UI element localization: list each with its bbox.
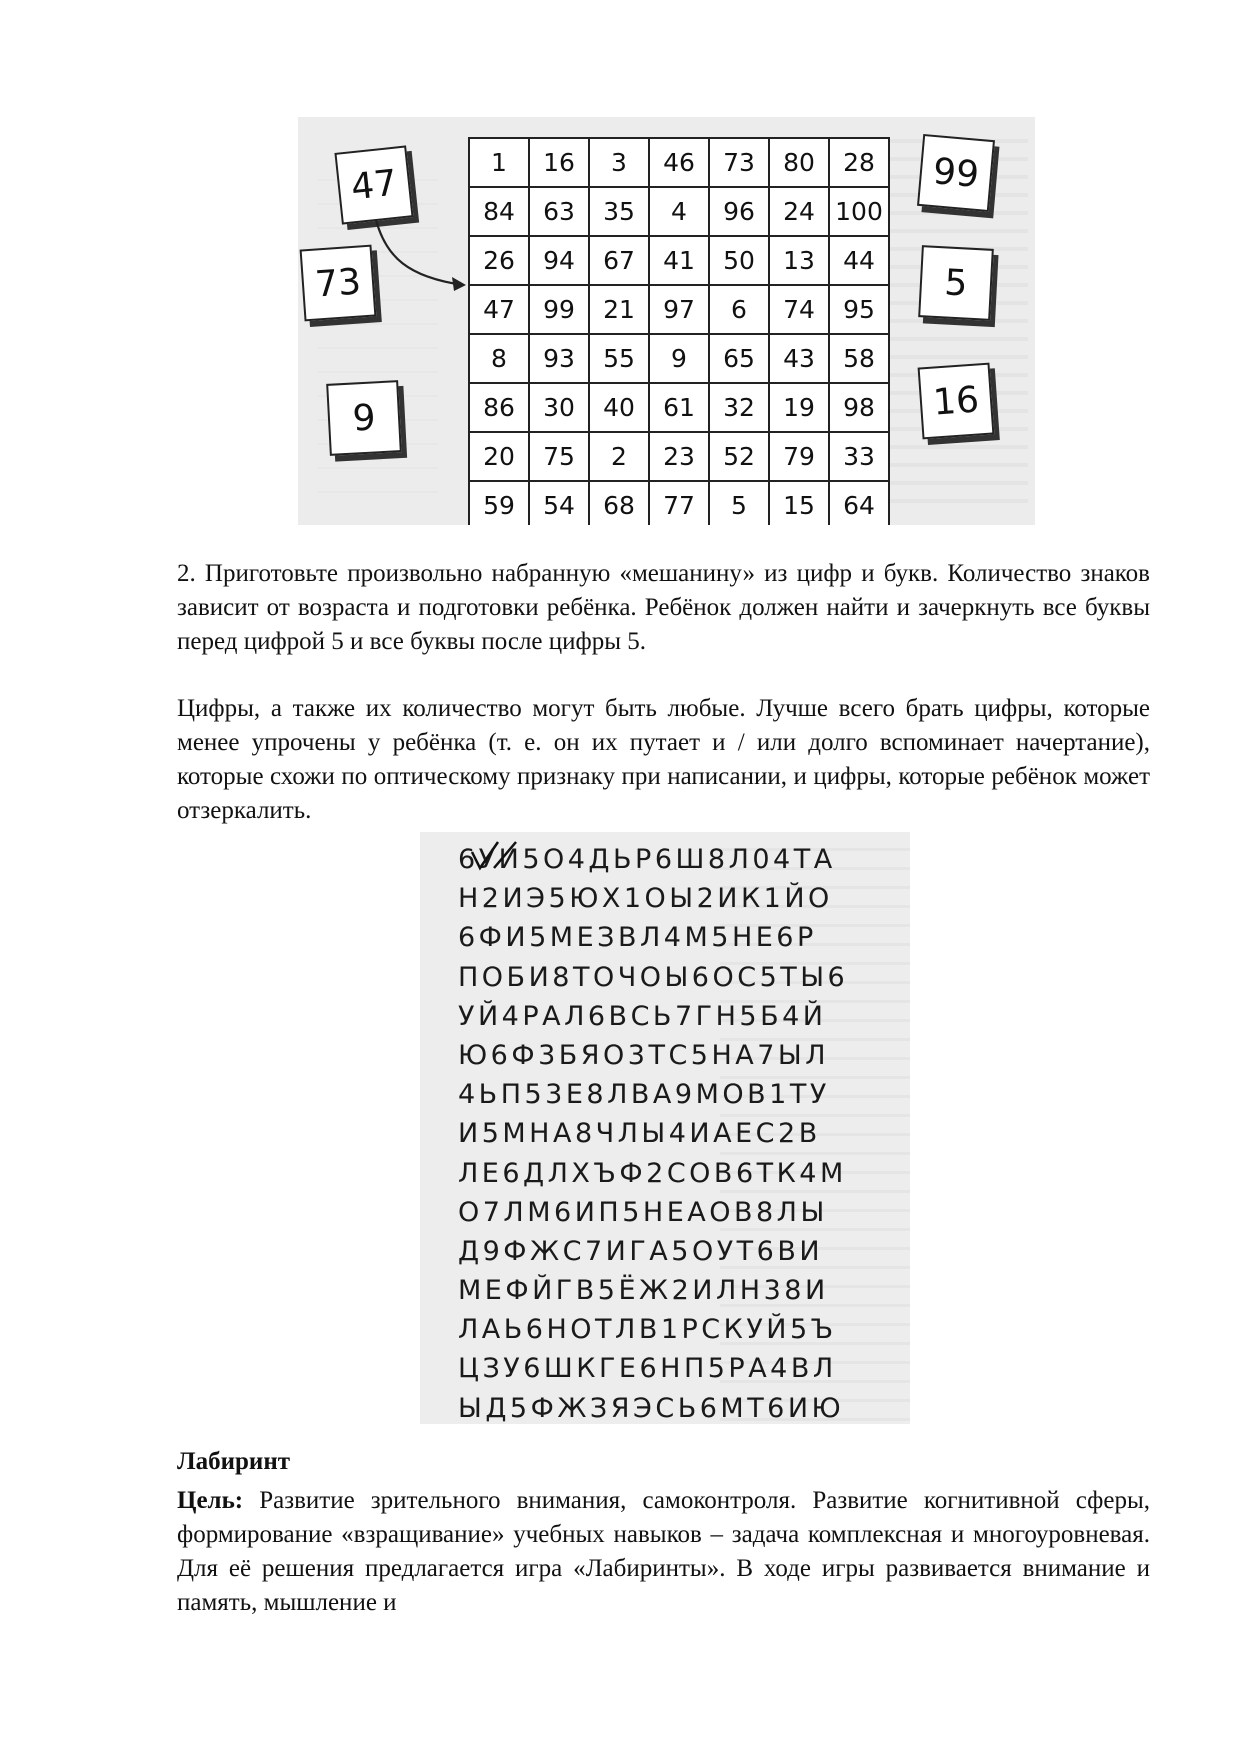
grid-cell: 73	[709, 138, 769, 187]
grid-cell: 65	[709, 334, 769, 383]
grid-cell: 40	[589, 383, 649, 432]
grid-cell: 32	[709, 383, 769, 432]
grid-cell: 1	[469, 138, 529, 187]
grid-cell: 6	[709, 285, 769, 334]
grid-cell: 80	[769, 138, 829, 187]
grid-cell: 30	[529, 383, 589, 432]
section-heading: Лабиринт	[177, 1448, 291, 1475]
grid-cell: 3	[589, 138, 649, 187]
grid-cell: 46	[649, 138, 709, 187]
mix-row: О7ЛМ6ИП5НЕАОВ8ЛЫ	[458, 1196, 828, 1228]
grid-cell: 79	[769, 432, 829, 481]
grid-cell: 26	[469, 236, 529, 285]
grid-cell: 2	[589, 432, 649, 481]
grid-cell: 86	[469, 383, 529, 432]
grid-cell: 50	[709, 236, 769, 285]
cross-out-mark-icon	[454, 838, 534, 878]
exercise-paragraph: 2. Приготовьте произвольно набранную «мешанину» из цифр и букв. Количество знаков зависит от возраста и подготовки ребёнка. Ребёнок должен найти и зачеркнуть все буквы перед цифрой 5 и все буквы после цифры 5.	[177, 560, 1150, 655]
grid-cell: 13	[769, 236, 829, 285]
grid-cell: 15	[769, 481, 829, 525]
mix-rows	[458, 840, 848, 1424]
mix-row: ЛЕ6ДЛХЪФ2СОВ6ТК4М	[458, 1157, 847, 1189]
grid-cell: 23	[649, 432, 709, 481]
grid-cell: 8	[469, 334, 529, 383]
grid-cell: 68	[589, 481, 649, 525]
grid-cell: 98	[829, 383, 889, 432]
mix-row: Ю6Ф3БЯО3ТС5НА7ЫЛ	[458, 1039, 830, 1071]
grid-cell: 75	[529, 432, 589, 481]
mix-row: 6УИ5О4ДЬР6Ш8Л04ТА	[458, 844, 836, 875]
mix-row: 6ФИ5МЕЗВЛ4М5НЕ6Р	[458, 922, 817, 954]
grid-cell: 64	[829, 481, 889, 525]
grid-cell: 63	[529, 187, 589, 236]
grid-cell: 99	[529, 285, 589, 334]
grid-cell: 43	[769, 334, 829, 383]
number-card: 5	[918, 245, 994, 321]
number-card: 9	[326, 380, 402, 456]
mix-row: ЦЗУ6ШКГЕ6НП5РА4ВЛ	[458, 1353, 837, 1385]
number-grid-figure	[298, 117, 1035, 525]
grid-cell: 67	[589, 236, 649, 285]
grid-cell: 44	[829, 236, 889, 285]
grid-cell: 33	[829, 432, 889, 481]
mix-row: МЕФЙГВ5ЁЖ2ИЛН38И	[458, 1275, 829, 1307]
grid-cell: 74	[769, 285, 829, 334]
grid-cell: 54	[529, 481, 589, 525]
goal-label: Цель:	[177, 1487, 244, 1514]
grid-cell: 5	[709, 481, 769, 525]
grid-cell: 84	[469, 187, 529, 236]
grid-cell: 41	[649, 236, 709, 285]
arrow-icon	[298, 117, 1035, 525]
mix-row: Н2ИЭ5ЮХ1ОЫ2ИК1ЙО	[458, 883, 833, 915]
digits-note-paragraph: Цифры, а также их количество могут быть любые. Лучше всего брать цифры, которые менее упрочены у ребёнка (т. е. он их путает и / или долго вспоминает начертание), которые схожи по оптическому признаку при написании, и цифры, которые ребёнок может отзеркалить.	[177, 695, 1150, 824]
grid-cell: 95	[829, 285, 889, 334]
grid-cell: 47	[469, 285, 529, 334]
grid-cell: 20	[469, 432, 529, 481]
grid-cell: 4	[649, 187, 709, 236]
grid-cell: 24	[769, 187, 829, 236]
number-card: 73	[300, 245, 377, 322]
letter-digit-mix-figure	[420, 832, 910, 1424]
mix-row: ЛАЬ6НОТЛВ1РСКУЙ5Ъ	[458, 1314, 837, 1346]
grid-cell: 16	[529, 138, 589, 187]
mix-row: Д9ФЖС7ИГА5ОУТ6ВИ	[458, 1235, 824, 1267]
grid-cell: 59	[469, 481, 529, 525]
grid-cell: 58	[829, 334, 889, 383]
grid-cell: 93	[529, 334, 589, 383]
mix-row: И5МНА8ЧЛЫ4ИАЕС2В	[458, 1118, 821, 1150]
grid-cell: 97	[649, 285, 709, 334]
grid-cell: 52	[709, 432, 769, 481]
grid-cell: 35	[589, 187, 649, 236]
mix-row: 4ЬП53Е8ЛВА9МОВ1ТУ	[458, 1079, 830, 1111]
grid-cell: 96	[709, 187, 769, 236]
grid-cell: 100	[829, 187, 889, 236]
number-card: 16	[918, 363, 995, 440]
number-card: 99	[917, 134, 995, 212]
mix-row: ПОБИ8ТОЧОЫ6ОС5ТЫ6	[458, 961, 849, 993]
grid-cell: 28	[829, 138, 889, 187]
number-card: 47	[334, 145, 413, 224]
goal-paragraph	[177, 1484, 1150, 1620]
grid-cell: 9	[649, 334, 709, 383]
goal-text: Развитие зрительного внимания, самоконтроля. Развитие когнитивной сферы, формирование «взращивание» учебных навыков – задача комплексная и многоуровневая. Для её решения предлагается игра «Лабиринты». В ходе игры развивается внимание и память, мышление и	[177, 1487, 1150, 1616]
grid-cell: 77	[649, 481, 709, 525]
mix-row: ЫД5ФЖЗЯЭСЬ6МТ6ИЮ	[458, 1392, 845, 1424]
grid-cell: 19	[769, 383, 829, 432]
grid-cell: 55	[589, 334, 649, 383]
mix-row: УЙ4РАЛ6ВСЬ7ГН5Б4Й	[458, 1000, 827, 1032]
grid-cell: 94	[529, 236, 589, 285]
grid-cell: 61	[649, 383, 709, 432]
grid-cell: 21	[589, 285, 649, 334]
